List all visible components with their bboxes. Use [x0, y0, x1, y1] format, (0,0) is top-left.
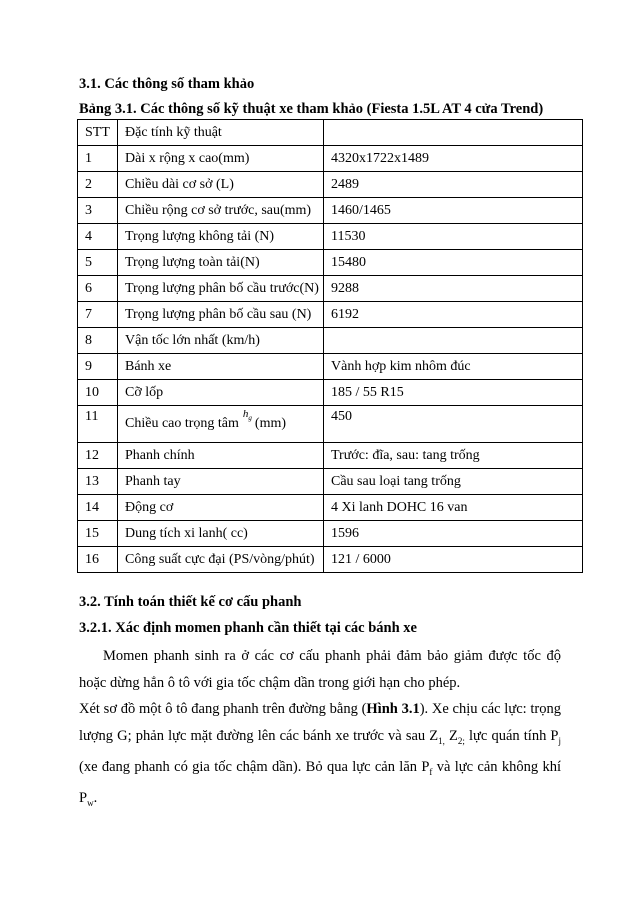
row-stt: 9: [78, 354, 118, 380]
row-stt: 11: [78, 406, 118, 443]
row-characteristic: Chiều rộng cơ sở trước, sau(mm): [118, 198, 324, 224]
figure-reference: Hình 3.1: [366, 701, 420, 717]
row-characteristic: Động cơ: [118, 495, 324, 521]
row-stt: 12: [78, 443, 118, 469]
row-value: 9288: [324, 276, 583, 302]
row-stt: 7: [78, 302, 118, 328]
header-characteristic: Đặc tính kỹ thuật: [118, 120, 324, 146]
section-heading: 3.1. Các thông số tham khảo: [79, 76, 255, 92]
spec-table: [77, 119, 583, 573]
row-value: 2489: [324, 172, 583, 198]
row-characteristic: Phanh chính: [118, 443, 324, 469]
table-row: [78, 406, 583, 443]
row-value: 15480: [324, 250, 583, 276]
table-row: [78, 354, 583, 380]
p2-text-5: (xe đang phanh có gia tốc chậm dần). Bỏ qua lực cản lăn P: [79, 758, 430, 775]
p2-text-7: .: [93, 790, 98, 807]
row-stt: 14: [78, 495, 118, 521]
row-value: 4320x1722x1489: [324, 146, 583, 172]
p2-sub-z1: 1,: [438, 735, 445, 746]
row-value: 121 / 6000: [324, 547, 583, 573]
row-value: 4 Xi lanh DOHC 16 van: [324, 495, 583, 521]
header-value: [324, 120, 583, 146]
p2-sub-z2: 2;: [457, 735, 465, 746]
table-row: [78, 198, 583, 224]
row-characteristic-text: Chiều cao trọng tâm: [125, 415, 239, 431]
row-stt: 5: [78, 250, 118, 276]
p2-text-6: và lực cản không khí P: [79, 758, 561, 807]
table-row: [78, 172, 583, 198]
row-value: 450: [324, 406, 583, 443]
row-characteristic: Công suất cực đại (PS/vòng/phút): [118, 547, 324, 573]
row-characteristic: Dung tích xi lanh( cc): [118, 521, 324, 547]
row-stt: 8: [78, 328, 118, 354]
row-characteristic: Chiều dài cơ sở (L): [118, 172, 324, 198]
row-value: Vành hợp kim nhôm đúc: [324, 354, 583, 380]
row-stt: 1: [78, 146, 118, 172]
row-value: 185 / 55 R15: [324, 380, 583, 406]
p2-text-4: lực quán tính P: [464, 727, 559, 744]
row-value: Cầu sau loại tang trống: [324, 469, 583, 495]
table-row: [78, 302, 583, 328]
row-characteristic: Trọng lượng không tải (N): [118, 224, 324, 250]
p2-text-3: Z: [444, 727, 458, 744]
table-row: [78, 521, 583, 547]
row-stt: 4: [78, 224, 118, 250]
table-row: [78, 495, 583, 521]
header-stt: STT: [78, 120, 118, 146]
table-row: [78, 469, 583, 495]
table-row: [78, 146, 583, 172]
row-value: [324, 328, 583, 354]
row-value: Trước: đĩa, sau: tang trống: [324, 443, 583, 469]
paragraph-2: [79, 696, 561, 817]
table-row: [78, 250, 583, 276]
table-row: [78, 380, 583, 406]
row-stt: 3: [78, 198, 118, 224]
row-characteristic: [118, 406, 324, 443]
row-characteristic: Cỡ lốp: [118, 380, 324, 406]
p2-sub-pj: j: [558, 735, 562, 746]
p2-text-1: Xét sơ đồ một ô tô đang phanh trên đường bằng (: [79, 701, 367, 717]
p2-sub-pf: f: [429, 766, 433, 777]
row-stt: 16: [78, 547, 118, 573]
row-characteristic: Trọng lượng toàn tải(N): [118, 250, 324, 276]
paragraph-1: Momen phanh sinh ra ở các cơ cấu phanh phải đảm bảo giảm được tốc độ hoặc dừng hẳn ô tô với gia tốc chậm dần trong giới hạn cho phép.: [79, 648, 561, 691]
table-row: [78, 443, 583, 469]
row-stt: 2: [78, 172, 118, 198]
section-heading-2: 3.2. Tính toán thiết kế cơ cấu phanh: [79, 594, 302, 610]
row-value: 1460/1465: [324, 198, 583, 224]
table-row: [78, 328, 583, 354]
table-header-row: [78, 120, 583, 146]
table-row: [78, 224, 583, 250]
row-stt: 15: [78, 521, 118, 547]
symbol-hg: hg: [242, 407, 252, 423]
p2-sub-pw: w: [87, 798, 94, 809]
row-characteristic-unit: (mm): [254, 415, 287, 431]
row-stt: 13: [78, 469, 118, 495]
table-row: [78, 276, 583, 302]
row-value: 1596: [324, 521, 583, 547]
table-row: [78, 547, 583, 573]
row-characteristic: Trọng lượng phân bố cầu trước(N): [118, 276, 324, 302]
subsection-heading: 3.2.1. Xác định momen phanh cần thiết tại các bánh xe: [79, 620, 417, 636]
p2-text-2: ). Xe chịu các lực: trọng lượng G; phản lực mặt đường lên các bánh xe trước và sau Z: [79, 701, 562, 744]
row-stt: 10: [78, 380, 118, 406]
row-characteristic: Bánh xe: [118, 354, 324, 380]
table-caption: Bảng 3.1. Các thông số kỹ thuật xe tham khảo (Fiesta 1.5L AT 4 cửa Trend): [79, 101, 544, 117]
row-stt: 6: [78, 276, 118, 302]
row-value: 6192: [324, 302, 583, 328]
row-characteristic: Phanh tay: [118, 469, 324, 495]
row-value: 11530: [324, 224, 583, 250]
row-characteristic: Dài x rộng x cao(mm): [118, 146, 324, 172]
row-characteristic: Vận tốc lớn nhất (km/h): [118, 328, 324, 354]
row-characteristic: Trọng lượng phân bố cầu sau (N): [118, 302, 324, 328]
